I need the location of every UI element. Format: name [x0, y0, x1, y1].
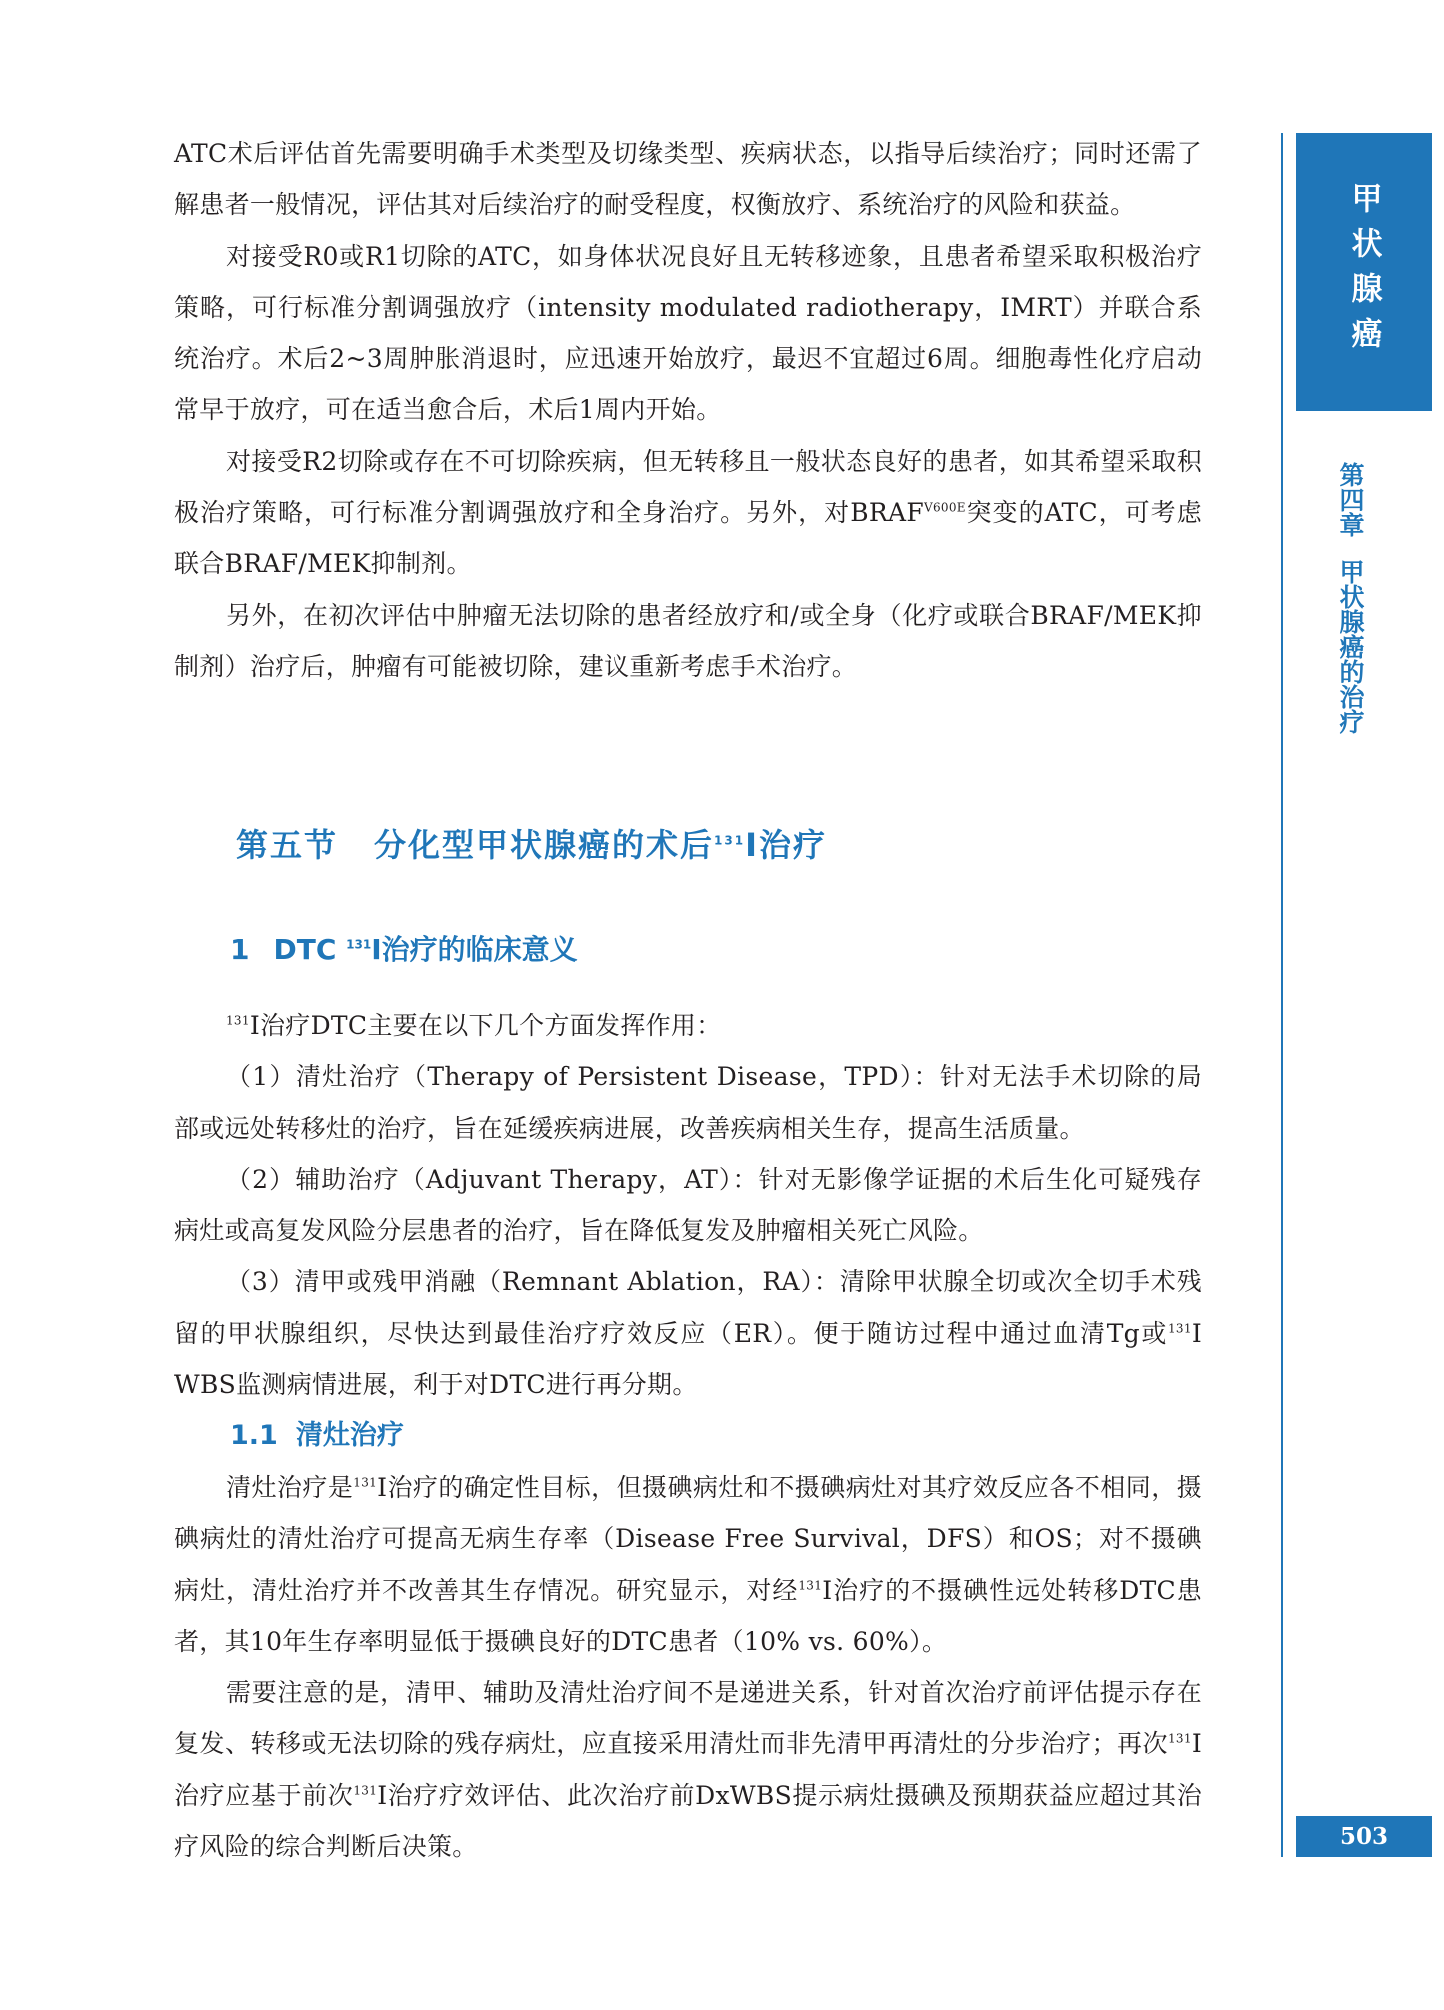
margin-rule: [1281, 133, 1283, 1857]
paragraph-text: I治疗应基于前次: [174, 1729, 1202, 1810]
paragraph-text: I治疗疗效评估、此次治疗前DxWBS提示病灶摄碘及预期获益应超过其治疗风险的综合判断后决策。: [174, 1780, 1202, 1862]
body-text-bottom: [174, 1462, 1202, 1872]
paragraph: ATC术后评估首先需要明确手术类型及切缘类型、疾病状态，以指导后续治疗；同时还需了解患者一般情况，评估其对后续治疗的耐受程度，权衡放疗、系统治疗的风险和获益。: [174, 139, 1202, 220]
superscript: 131: [714, 833, 746, 848]
list-item: （2）辅助治疗（Adjuvant Therapy，AT）：针对无影像学证据的术后生化可疑残存病灶或高复发风险分层患者的治疗，旨在降低复发及肿瘤相关死亡风险。: [174, 1164, 1202, 1246]
paragraph-text: （3）清甲或残甲消融（Remnant Ablation，RA）：清除甲状腺全切或次全切手术残留的甲状腺组织，尽快达到最佳治疗疗效反应（ER）。便于随访过程中通过血清Tg或: [174, 1267, 1202, 1348]
section-number: 第五节: [236, 826, 339, 864]
paragraph: 另外，在初次评估中肿瘤无法切除的患者经放疗和/或全身（化疗或联合BRAF/MEK抑制剂）治疗后，肿瘤有可能被切除，建议重新考虑手术治疗。: [174, 600, 1202, 681]
paragraph-text: 需要注意的是，清甲、辅助及清灶治疗间不是递进关系，针对首次治疗前评估提示存在复发、转移或无法切除的残存病灶，应直接采用清灶而非先清甲再清灶的分步治疗；再次: [174, 1678, 1202, 1759]
list-item: [174, 1256, 1202, 1410]
paragraph: [174, 1667, 1202, 1872]
paragraph-text: I治疗DTC主要在以下几个方面发挥作用：: [249, 1011, 722, 1040]
section-title: 分化型甲状腺癌的术后: [374, 826, 715, 864]
section-heading: [236, 820, 827, 866]
list-item: （1）清灶治疗（Therapy of Persistent Disease，TPD）：针对无法手术切除的局部或远处转移灶的治疗，旨在延缓疾病进展，改善疾病相关生存，提高生活质量。: [174, 1062, 1202, 1143]
paragraph: [174, 1000, 1202, 1051]
paragraph: [174, 436, 1202, 590]
chapter-label: [1338, 462, 1363, 734]
paragraph-text: I治疗的不摄碘性远处转移DTC患者，其10年生存率明显低于摄碘良好的DTC患者（10% vs. 60%）。: [174, 1575, 1203, 1656]
paragraph-text: 突变的ATC，可考虑联合BRAF/MEK抑制剂。: [174, 498, 1202, 579]
superscript: 131: [353, 1475, 378, 1490]
subsubsection-heading: [230, 1413, 404, 1452]
superscript: V600E: [924, 500, 966, 515]
page-number: 503: [1296, 1816, 1432, 1857]
side-tab: [1296, 133, 1432, 411]
superscript: 131: [346, 937, 372, 952]
subsubsection-title: 清灶治疗: [295, 1420, 404, 1451]
superscript: 131: [1168, 1732, 1192, 1747]
paragraph-text: I治疗的确定性目标，但摄碘病灶和不摄碘病灶对其疗效反应各不相同，摄碘病灶的清灶治疗可提高无病生存率（Disease Free Survival，DFS）和OS；对不摄碘病灶，清灶治疗并不改善其生存情况。研究显示，对经: [174, 1473, 1202, 1605]
paragraph: 对接受R0或R1切除的ATC，如身体状况良好且无转移迹象，且患者希望采取积极治疗策略，可行标准分割调强放疗（intensity modulated radiotherapy，IMRT）并联合系统治疗。术后2~3周肿胀消退时，应迅速开始放疗，最迟不宜超过6周。细胞毒性化疗启动常早于放疗，可在适当愈合后，术后1周内开始。: [174, 241, 1202, 425]
body-text-mid: [174, 1000, 1202, 1410]
subsection-heading: [230, 928, 578, 968]
paragraph-text: 对接受R2切除或存在不可切除疾病，但无转移且一般状态良好的患者，如其希望采取积极治疗策略，可行标准分割调强放疗和全身治疗。另外，对BRAF: [174, 446, 1202, 528]
section-title-end: I治疗: [745, 826, 828, 864]
subsection-title: DTC: [273, 933, 347, 966]
superscript: 131: [353, 1783, 378, 1798]
paragraph-text: I WBS监测病情进展，利于对DTC进行再分期。: [174, 1318, 1202, 1400]
body-text-top: [174, 128, 1202, 692]
superscript: 131: [1168, 1321, 1192, 1336]
subsubsection-number: 1.1: [230, 1420, 278, 1451]
subsection-title-end: I治疗的临床意义: [371, 933, 578, 966]
chapter-title: 甲状腺癌的治疗: [1336, 559, 1365, 734]
superscript: 131: [798, 1578, 823, 1593]
chapter-number: 第四章: [1336, 462, 1365, 537]
paragraph: [174, 1462, 1202, 1667]
subsection-number: 1: [230, 933, 250, 966]
side-tab-label: 甲状腺癌: [1345, 182, 1382, 362]
paragraph-text: 清灶治疗是: [226, 1473, 354, 1502]
superscript: 131: [226, 1013, 250, 1028]
